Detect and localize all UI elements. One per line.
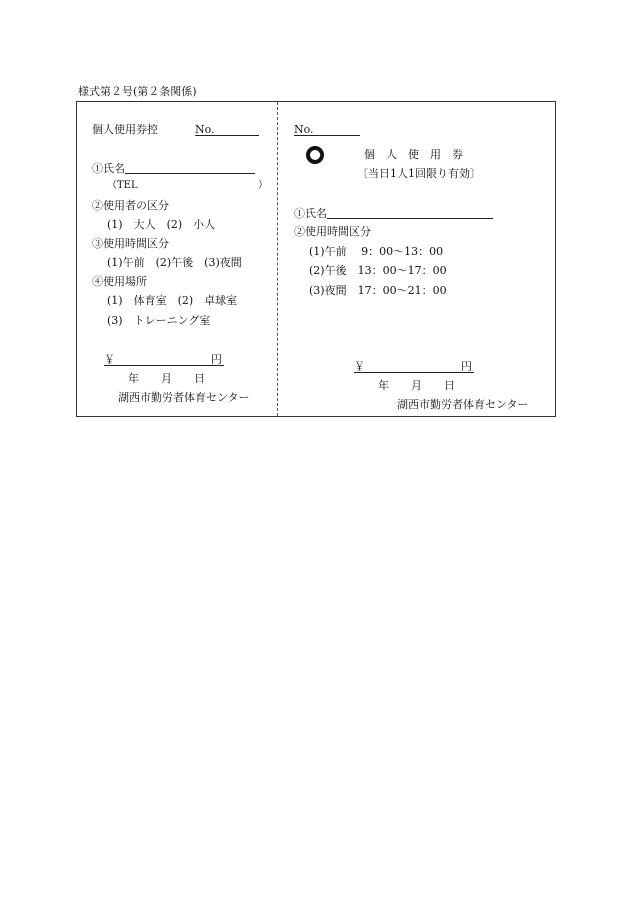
stub-amount [104, 354, 224, 366]
stub-title: 個人使用券控 [92, 123, 158, 136]
ticket-time-label: ②使用時間区分 [294, 225, 371, 238]
ticket-time-row: (1)午前 9：00〜13：00 [309, 245, 444, 258]
ticket-number [294, 124, 360, 136]
ticket-name-line [327, 207, 493, 219]
stub-place-options-2: (3) トレーニング室 [107, 314, 211, 327]
stub-yen-unit: 円 [211, 353, 222, 366]
stub-user-category-label: ②使用者の区分 [92, 199, 169, 212]
stub-name-field [92, 162, 255, 174]
stub-place-options-1: (1) 体育室 (2) 卓球室 [107, 294, 238, 307]
ticket-yen-unit: 円 [461, 360, 472, 373]
city-emblem-icon [305, 145, 327, 165]
ticket-number-label: No. [294, 124, 360, 136]
stub-time-options: (1)午前 (2)午後 (3)夜間 [107, 256, 242, 269]
perforation-line [277, 102, 278, 416]
stub-yen-mark: ￥ [104, 353, 115, 366]
stub-name-line [125, 162, 255, 174]
stub-number [195, 124, 259, 136]
ticket-issuer: 湖西市勤労者体育センター [397, 398, 529, 411]
stub-date-line: 年 月 日 [128, 372, 205, 385]
stub-tel-close: ） [258, 180, 268, 191]
stub-number-label: No. [195, 124, 259, 136]
ticket-amount [354, 361, 474, 373]
stub-user-category-options: (1) 大人 (2) 小人 [107, 218, 216, 231]
stub-time-label: ③使用時間区分 [92, 237, 169, 250]
ticket-time-row: (2)午後 13：00〜17：00 [309, 264, 447, 277]
stub-tel-open: （TEL [107, 180, 138, 191]
stub-issuer: 湖西市勤労者体育センター [118, 391, 250, 404]
stub-name-label: ①氏名 [92, 162, 125, 175]
ticket-date-line: 年 月 日 [378, 379, 455, 392]
ticket-yen-mark: ￥ [354, 360, 365, 373]
stub-amount-line [104, 354, 224, 366]
ticket-time-row: (3)夜間 17：00〜21：00 [309, 284, 447, 297]
ticket-name-field [294, 207, 493, 219]
stub-place-label: ④使用場所 [92, 275, 147, 288]
ticket-subtitle: 〔当日1人1回限り有効〕 [357, 167, 481, 180]
ticket-amount-line [354, 361, 474, 373]
ticket-name-label: ①氏名 [294, 207, 327, 220]
ticket-title: 個 人 使 用 券 [364, 148, 463, 161]
form-title: 様式第２号(第２条関係) [78, 85, 197, 98]
